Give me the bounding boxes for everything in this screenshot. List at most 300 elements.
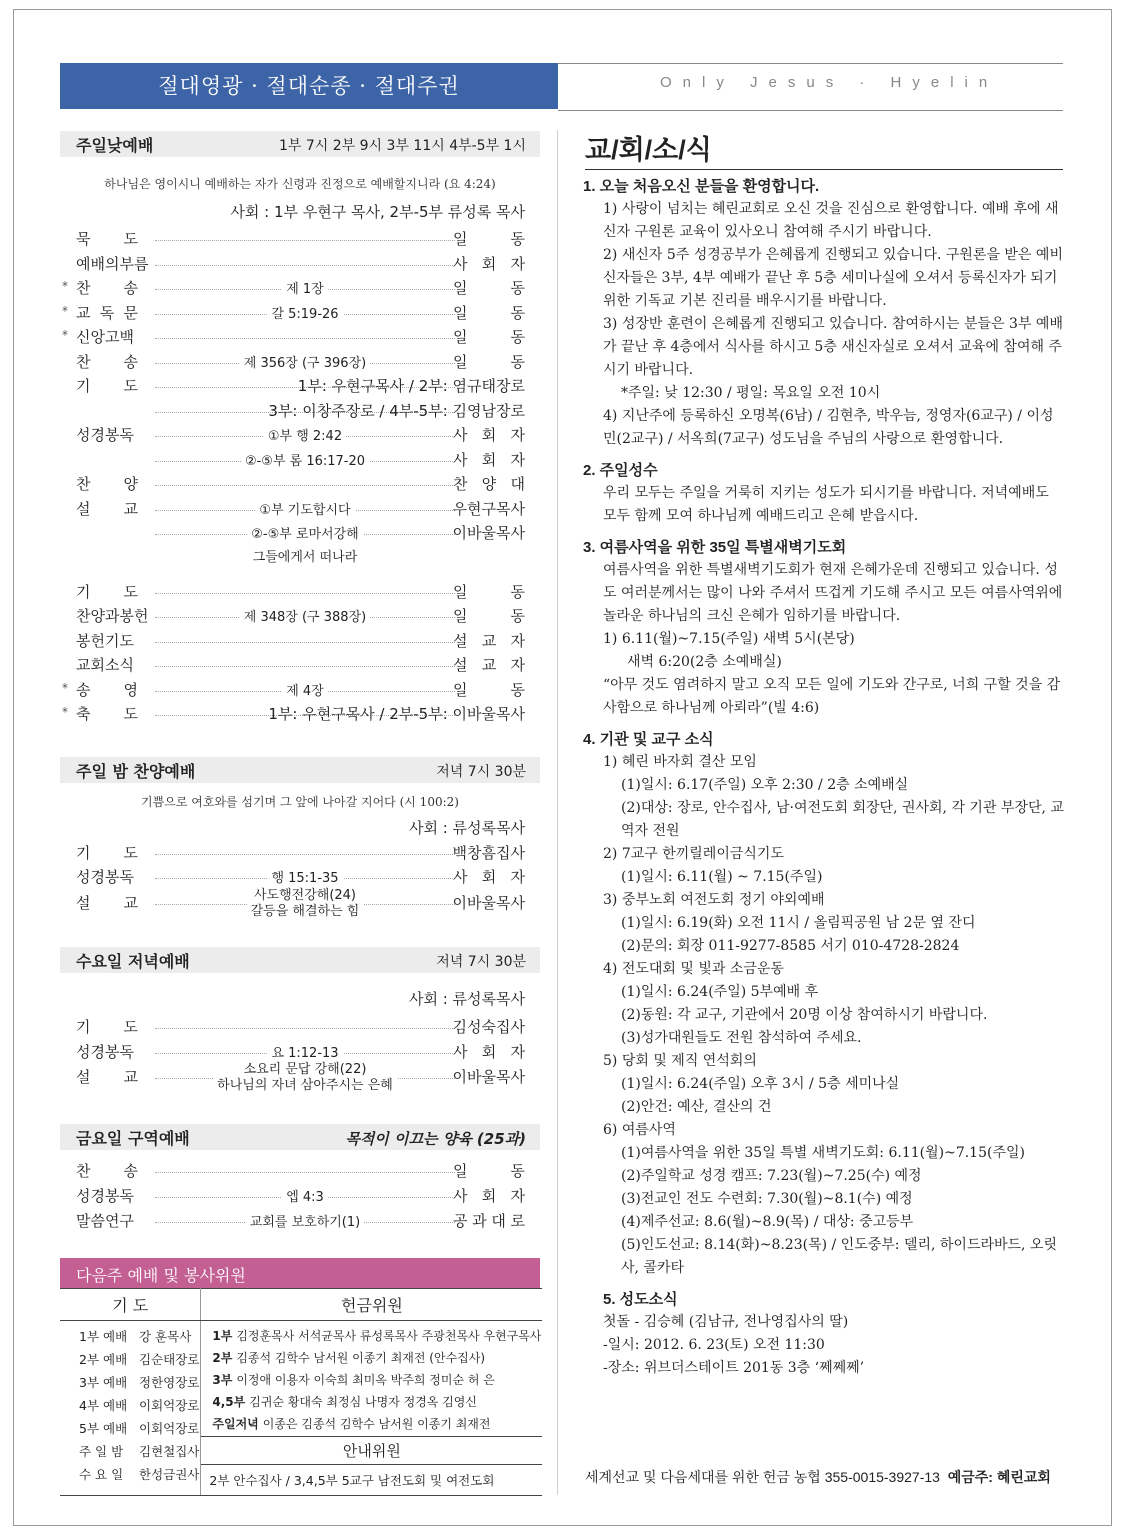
- required-mark: *: [62, 680, 68, 695]
- char: 회: [481, 426, 497, 444]
- news-line: “아무 것도 염려하지 말고 오직 모든 일에 기도와 간구로, 너희 구할 것을 감사함으로 하나님께 아뢰라”(빌 4:6): [603, 677, 1061, 716]
- offering-service: 3부: [212, 1373, 233, 1387]
- char: 양: [481, 475, 497, 493]
- order-person: [453, 581, 525, 602]
- char: 동: [510, 279, 525, 297]
- prayer-assignment: [61, 1348, 199, 1371]
- order-label: [76, 581, 151, 602]
- char: 도: [123, 230, 138, 248]
- spaced-text: [453, 326, 525, 347]
- usher-value: 2부 안수집사 / 3,4,5부 5교구 남전도회 및 여전도회: [201, 1465, 543, 1496]
- char: 일: [453, 328, 468, 346]
- char: 묵: [76, 230, 91, 248]
- order-row: [60, 1062, 540, 1093]
- order-person: [453, 1066, 525, 1087]
- char: 기: [76, 844, 91, 862]
- char: 설: [453, 631, 468, 650]
- char: 자: [510, 656, 525, 674]
- order-row: [60, 654, 540, 678]
- text: 김성숙집사: [452, 1018, 525, 1036]
- order-label: [76, 473, 151, 494]
- order-person: [453, 424, 525, 445]
- char: 설: [76, 1068, 91, 1086]
- char: 사: [453, 868, 468, 886]
- order-row: [60, 498, 540, 522]
- leader-dots: [155, 642, 455, 643]
- char: 동: [510, 230, 525, 248]
- order-label: [76, 842, 151, 863]
- order-detail: [155, 680, 455, 699]
- char: 교: [123, 1068, 138, 1086]
- char: 자: [510, 1187, 525, 1205]
- order-person: [453, 1185, 525, 1206]
- char: 찬: [453, 475, 468, 493]
- spaced-text: [453, 277, 525, 298]
- order-row: [60, 703, 540, 727]
- text: 성경봉독: [76, 868, 134, 886]
- news-line: (1)일시: 6.11(월) ~ 7.15(주일): [621, 869, 823, 885]
- text: 찬양과봉헌: [76, 607, 149, 625]
- order-row: [60, 1185, 540, 1209]
- text: 성경봉독: [76, 426, 134, 444]
- order-person: [453, 498, 525, 519]
- char: 송: [123, 1162, 138, 1180]
- required-mark: *: [62, 279, 68, 293]
- spaced-text: [453, 866, 525, 887]
- order-label: [76, 654, 151, 675]
- char: 사: [453, 1187, 468, 1205]
- detail-text: 제 348장 (구 388장): [240, 610, 370, 625]
- text: 백창흠집사: [452, 844, 525, 862]
- char: 교: [123, 894, 138, 912]
- section-header: [60, 947, 540, 973]
- news-line: (1)일시: 6.19(화) 오전 11시 / 올림픽공원 남 2문 옆 잔디: [621, 915, 976, 931]
- order-row: [60, 842, 540, 866]
- char: 대: [510, 475, 525, 493]
- order-person: [453, 605, 525, 626]
- spaced-text: [453, 1185, 525, 1206]
- required-mark: *: [62, 705, 68, 719]
- spaced-text: [453, 605, 525, 626]
- section-time: 저녁 7시 30분: [436, 954, 526, 970]
- order-label: [76, 1160, 151, 1181]
- order-label: [76, 375, 151, 396]
- text: 3부: 이창주장로 / 4부-5부: 김영남장로: [268, 401, 525, 420]
- char: 도: [123, 844, 138, 862]
- detail-text: 엡 4:3: [282, 1190, 328, 1205]
- char: 교: [123, 499, 138, 518]
- order-label: [76, 253, 151, 274]
- char: 동: [510, 582, 525, 601]
- text: 성경봉독: [76, 1187, 134, 1205]
- spaced-text: [453, 302, 525, 323]
- order-person: [453, 892, 525, 913]
- char: 일: [453, 352, 468, 371]
- spaced-text: [76, 581, 138, 602]
- order-row: [60, 545, 540, 569]
- offering-assignment: [202, 1347, 541, 1369]
- char: 송: [123, 279, 138, 297]
- news-line: (3)성가대원들도 전원 참석하여 주세요.: [621, 1030, 862, 1046]
- order-label: [76, 302, 151, 323]
- char: 사: [453, 450, 468, 469]
- news-line: (2)주일학교 성경 캠프: 7.23(월)~7.25(수) 예정: [621, 1168, 922, 1184]
- text: 봉헌기도: [76, 631, 134, 650]
- order-person: [453, 449, 525, 470]
- text: 예배의부름: [76, 254, 149, 273]
- news-line: 6) 여름사역: [603, 1122, 676, 1138]
- char: 사: [453, 1043, 468, 1061]
- leader-dots: [155, 1028, 455, 1029]
- spaced-text: [76, 498, 138, 519]
- offering-assignment: [202, 1369, 541, 1391]
- char: 도: [123, 582, 138, 601]
- offering-members: 김정훈목사 서석균목사 류성록목사 주광천목사 우현구목사: [236, 1329, 542, 1343]
- leader-dots: [155, 1172, 455, 1173]
- order-detail: [155, 278, 455, 297]
- offering-column-header: 헌금위원: [201, 1289, 543, 1321]
- order-person: [453, 654, 525, 675]
- order-label: [76, 1016, 151, 1037]
- detail-text: 요 1:12-13: [267, 1046, 342, 1061]
- char: 일: [453, 230, 468, 248]
- char: 동: [510, 328, 525, 346]
- detail-text: 제 356장 (구 396장): [240, 356, 370, 371]
- order-row: [60, 473, 540, 497]
- scripture-verse: 기쁨으로 여호와를 섬기며 그 앞에 나아갈 지어다 (시 100:2): [141, 795, 459, 809]
- spaced-text: [453, 581, 525, 602]
- section-header: [60, 1124, 540, 1150]
- prayer-leader: 이회억장로: [139, 1398, 200, 1413]
- offering-account-footer: [585, 1467, 1051, 1487]
- leader-dots: [155, 240, 455, 241]
- section-title: 주일낮예배: [76, 136, 154, 155]
- char: 설: [76, 499, 91, 518]
- offering-list: [201, 1321, 543, 1437]
- char: 동: [510, 352, 525, 371]
- order-person: [453, 522, 525, 543]
- news-line: 1) 6.11(월)~7.15(주일) 새벽 5시(본당): [603, 631, 855, 647]
- char: 송: [123, 352, 138, 371]
- news-line: (2)대상: 장로, 안수집사, 남·여전도회 회장단, 권사회, 각 기관 부장단, 교역자 전원: [621, 800, 1064, 839]
- news-line: 4) 전도대회 및 빛과 소금운동: [603, 961, 784, 977]
- text: 교회소식: [76, 656, 134, 674]
- char: 도: [123, 377, 138, 395]
- prayer-assignment: [61, 1440, 199, 1463]
- order-person: [453, 351, 525, 372]
- order-detail: [155, 352, 455, 371]
- news-line: 1) 사랑이 넘치는 혜린교회로 오신 것을 진심으로 환영합니다. 예배 후에 새신자 구원론 교육이 있사오니 참여해 주시기 바랍니다.: [603, 201, 1059, 240]
- order-person: [453, 1041, 525, 1062]
- spaced-text: [453, 351, 525, 372]
- char: 일: [453, 607, 468, 625]
- order-row: [60, 605, 540, 629]
- order-label: [76, 605, 151, 626]
- detail-text: 행 15:1-35: [267, 871, 342, 886]
- char: 찬: [76, 1162, 91, 1180]
- offering-service: 4,5부: [212, 1395, 246, 1409]
- char: 회: [481, 868, 497, 886]
- char: 자: [510, 631, 525, 650]
- column-divider: [557, 130, 558, 1495]
- spaced-text: [76, 892, 138, 913]
- order-row: [60, 449, 540, 473]
- news-line: 3) 성장반 훈련이 은혜롭게 진행되고 있습니다. 참여하시는 분들은 3부 예배가 끝난 후 4층에서 식사를 하시고 5층 새신자실로 오셔서 교육에 참여해 주시기 바랍니다.: [603, 316, 1063, 378]
- order-person: [268, 400, 525, 421]
- text: 우현구목사: [452, 499, 525, 518]
- prayer-service: 수 요 일: [79, 1467, 124, 1482]
- prayer-list: [60, 1321, 201, 1496]
- prayer-leader: 김순태장로: [139, 1352, 200, 1367]
- section-time: 목적이 이끄는 양육 (25과): [345, 1130, 526, 1148]
- news-line: (1)여름사역을 위한 35일 특별 새벽기도회: 6.11(월)~7.15(주일): [621, 1145, 1025, 1161]
- order-row: [60, 581, 540, 605]
- motto-english: Only Jesus · Hyelin: [660, 74, 999, 91]
- char: 송: [76, 680, 91, 699]
- order-person: [453, 326, 525, 347]
- char: 회: [481, 1187, 497, 1205]
- prayer-assignment: [61, 1463, 199, 1486]
- char: 공: [453, 1212, 468, 1230]
- volunteer-table: [60, 1288, 542, 1496]
- spaced-text: [76, 473, 138, 494]
- prayer-leader: 강 훈목사: [139, 1329, 192, 1344]
- leader-dots: [155, 338, 455, 339]
- order-label: [76, 1066, 151, 1087]
- news-line: 여름사역을 위한 특별새벽기도회가 현재 은혜가운데 진행되고 있습니다. 성도 여러분께서는 많이 나와 주셔서 뜨겁게 기도해 주시고 모든 여름사역위에 놀라운 하나님의 크신 은혜가 임하기를 바랍니다.: [603, 562, 1063, 624]
- news-heading: 3. 여름사역을 위한 35일 특별새벽기도회: [583, 539, 847, 556]
- host-text: 사회 : 류성록목사: [408, 819, 525, 837]
- offering-service: 주일저녁: [212, 1417, 259, 1431]
- char: 사: [453, 426, 468, 444]
- next-week-title: 다음주 예배 및 봉사위원: [76, 1266, 246, 1285]
- prayer-column-header: 기 도: [60, 1289, 201, 1321]
- text: 1부: 우현구목사 / 2부-5부: 이바울목사: [268, 705, 525, 723]
- char: 교: [481, 631, 497, 650]
- char: 사: [453, 254, 468, 273]
- order-row: [60, 522, 540, 546]
- news-line: -장소: 위브더스테이트 201동 3층 ‘쩨쩨쩨’: [603, 1360, 865, 1376]
- spaced-text: [76, 302, 138, 323]
- order-label: [76, 703, 151, 724]
- offering-members: 이종은 김종석 김학수 남서원 이종기 최재전: [262, 1417, 491, 1431]
- church-news: [583, 175, 1065, 1380]
- spaced-text: [76, 228, 138, 249]
- news-line: -일시: 2012. 6. 23(토) 오전 11:30: [603, 1337, 825, 1353]
- news-heading: 2. 주일성수: [583, 462, 658, 479]
- order-person: [298, 375, 525, 396]
- spaced-text: [453, 424, 525, 445]
- char: 문: [123, 303, 138, 322]
- char: 자: [510, 254, 525, 273]
- order-person: [453, 842, 525, 863]
- char: 자: [510, 450, 525, 469]
- news-heading: 1. 오늘 처음오신 분들을 환영합니다.: [583, 178, 820, 195]
- prayer-service: 1부 예배: [79, 1329, 128, 1344]
- spaced-text: [453, 630, 525, 651]
- news-line: (2)동원: 각 교구, 기관에서 20명 이상 참여하시기 바랍니다.: [621, 1007, 988, 1023]
- section-title: 주일 밤 찬양예배: [76, 762, 196, 781]
- section-time: 1부 7시 2부 9시 3부 11시 4부-5부 1시: [279, 138, 526, 154]
- order-label: [76, 228, 151, 249]
- order-detail: [155, 1211, 455, 1230]
- order-row: [60, 630, 540, 654]
- order-person: [453, 630, 525, 651]
- leader-dots: [155, 854, 455, 855]
- order-row: [60, 424, 540, 448]
- prayer-leader: 김현철집사: [139, 1444, 200, 1459]
- order-detail: [155, 425, 455, 444]
- char: 일: [453, 582, 468, 601]
- char: 설: [76, 894, 91, 912]
- order-row: [60, 679, 540, 703]
- char: 찬: [76, 475, 91, 493]
- text: 성경봉독: [76, 1043, 134, 1061]
- order-detail: [155, 523, 455, 542]
- order-row: [60, 888, 540, 919]
- spaced-text: [76, 351, 138, 372]
- section-title: 수요일 저녁예배: [76, 952, 190, 971]
- section-header: [60, 131, 540, 157]
- prayer-assignment: [61, 1325, 199, 1348]
- spaced-text: [453, 1210, 525, 1231]
- detail-text: ①부 기도합시다: [255, 503, 354, 518]
- news-line: 4) 지난주에 등록하신 오명복(6남) / 김현추, 박우늠, 정영자(6교구) / 이성민(2교구) / 서옥희(7교구) 성도님을 주님의 사랑으로 환영합니다.: [603, 408, 1054, 447]
- spaced-text: [453, 253, 525, 274]
- char: 과: [472, 1212, 487, 1230]
- text: 이바울목사: [452, 1068, 525, 1086]
- order-person: [453, 277, 525, 298]
- detail-text: 그들에게서 떠나라: [249, 550, 362, 565]
- order-detail: [155, 1042, 455, 1061]
- offering-assignment: [202, 1325, 541, 1347]
- leader-dots: [155, 593, 455, 594]
- text: 이바울목사: [452, 524, 525, 542]
- order-person: [453, 679, 525, 700]
- order-row: [60, 228, 540, 252]
- order-row: [60, 277, 540, 301]
- spaced-text: [76, 703, 138, 724]
- spaced-text: [76, 277, 138, 298]
- detail-text: ①부 행 2:42: [264, 429, 346, 444]
- char: 자: [510, 426, 525, 444]
- char: 교: [481, 656, 497, 674]
- spaced-text: [76, 375, 138, 396]
- motto-banner: 절대영광 · 절대순종 · 절대주권: [60, 63, 558, 109]
- spaced-text: [76, 842, 138, 863]
- detail-text: 소요리 문답 강해(22): [240, 1062, 371, 1077]
- host-text: 사회 : 1부 우현구 목사, 2부-5부 류성록 목사: [230, 203, 525, 221]
- order-detail: [155, 867, 455, 886]
- host-line: [60, 988, 540, 1012]
- order-person: [453, 302, 525, 323]
- order-row: [60, 253, 540, 277]
- spaced-text: [453, 654, 525, 675]
- spaced-text: [453, 449, 525, 470]
- news-line: 새벽 6:20(2층 소예배실): [627, 654, 782, 670]
- order-label: [76, 892, 151, 913]
- prayer-service: 2부 예배: [79, 1352, 128, 1367]
- order-detail: [155, 1062, 455, 1094]
- order-person: [453, 866, 525, 887]
- news-line: (3)전교인 전도 수련회: 7.30(월)~8.1(수) 예정: [621, 1191, 913, 1207]
- prayer-leader: 한성금권사: [139, 1467, 200, 1482]
- order-label: [76, 679, 151, 700]
- section-header: [60, 757, 540, 783]
- order-row: [60, 1016, 540, 1040]
- char: 교: [76, 303, 91, 322]
- detail-text-2: 갈등을 해결하는 힘: [247, 904, 364, 919]
- prayer-service: 3부 예배: [79, 1375, 128, 1390]
- detail-text: 사도행전강해(24): [250, 888, 360, 903]
- order-label: [76, 866, 151, 887]
- order-label: [76, 1210, 151, 1231]
- char: 일: [453, 279, 468, 297]
- news-line: 3) 중부노회 여전도회 정기 야외예배: [603, 892, 825, 908]
- char: 영: [123, 680, 138, 699]
- detail-text: ②-⑤부 롬 16:17-20: [241, 454, 369, 469]
- char: 도: [123, 1018, 138, 1036]
- detail-text: 교회를 보호하기(1): [246, 1215, 364, 1230]
- prayer-service: 4부 예배: [79, 1398, 128, 1413]
- text: 이바울목사: [452, 894, 525, 912]
- char: 기: [76, 377, 91, 395]
- required-mark: *: [62, 303, 68, 318]
- order-person: [453, 1210, 525, 1231]
- account-owner: 예금주: 혜린교회: [947, 1469, 1051, 1485]
- char: 기: [76, 1018, 91, 1036]
- char: 도: [123, 705, 138, 723]
- offering-members: 김귀순 황대숙 최정심 나명자 정경옥 김영신: [249, 1395, 477, 1409]
- order-label: [76, 424, 151, 445]
- order-detail: [155, 303, 455, 322]
- news-title-rule: [585, 169, 1063, 170]
- news-line: *주일: 낮 12:30 / 평일: 목요일 오전 10시: [621, 385, 881, 401]
- prayer-leader: 정한영장로: [139, 1375, 200, 1390]
- order-detail: [155, 888, 455, 920]
- char: 설: [453, 656, 468, 674]
- order-label: [76, 498, 151, 519]
- news-line: (5)인도선교: 8.14(화)~8.23(목) / 인도중부: 델리, 하이드라바드, 오릿사, 콜카타: [621, 1237, 1057, 1276]
- char: 자: [510, 868, 525, 886]
- detail-text: ②-⑤부 로마서강해: [247, 527, 362, 542]
- order-person: [268, 703, 525, 724]
- section-time: 저녁 7시 30분: [436, 764, 526, 780]
- text: 말씀연구: [76, 1212, 134, 1230]
- news-line: (1)일시: 6.24(주일) 5부예배 후: [621, 984, 819, 1000]
- account-text: 세계선교 및 다음세대를 위한 헌금 농협 355-0015-3927-13: [585, 1469, 940, 1485]
- leader-dots: [155, 666, 455, 667]
- order-row: [60, 375, 540, 399]
- prayer-service: 5부 예배: [79, 1421, 128, 1436]
- news-heading: 4. 기관 및 교구 소식: [583, 731, 714, 748]
- scripture-verse: 하나님은 영이시니 예배하는 자가 신령과 진정으로 예배할지니라 (요 4:24): [104, 177, 496, 191]
- news-line: (2)안건: 예산, 결산의 건: [621, 1099, 772, 1115]
- spaced-text: [453, 679, 525, 700]
- section-title: 금요일 구역예배: [76, 1129, 190, 1148]
- char: 자: [510, 1043, 525, 1061]
- prayer-assignment: [61, 1417, 199, 1440]
- order-label: [76, 277, 151, 298]
- char: 로: [510, 1212, 525, 1230]
- char: 동: [510, 607, 525, 625]
- offering-service: 1부: [212, 1329, 233, 1343]
- order-person: [453, 473, 525, 494]
- spaced-text: [76, 679, 138, 700]
- news-heading: 5. 성도소식: [603, 1291, 678, 1308]
- prayer-leader: 이회억장로: [139, 1421, 200, 1436]
- spaced-text: [453, 228, 525, 249]
